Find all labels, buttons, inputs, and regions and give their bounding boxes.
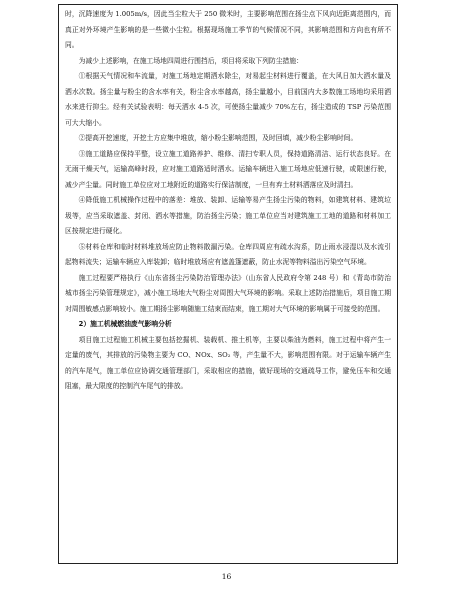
paragraph-measure-1-watering: ①根据天气情况和车流量，对施工场地定期洒水除尘，对易起尘材料进行覆盖，在大风日加大洒水量及洒水次数。扬尘量与粉尘的含水率有关，粉尘含水率越高，扬尘量越小，目前国内大多数施工场地均采用洒水来进行抑尘。经有关试验表明：每天洒水 4-5 次，可使扬尘量减少 70%左右，扬尘造成的 TSP 污染范围可大大缩小。 (65, 72, 391, 127)
paragraph-measures-intro: 为减少上述影响，在施工场地四周进行围挡后，项目将采取下列防尘措施： (78, 56, 303, 65)
document-frame (58, 4, 398, 564)
paragraph-continuation: 时，沉降速度为 1.005m/s，因此当尘粒大于 250 微米时，主要影响范围在扬尘点下风向近距离范围内，而真正对外环境产生影响的是一些微小尘粒。根据现场施工季节的气候情况不同，其影响范围和方向也有所不同。 (65, 10, 391, 49)
section-heading-machinery-exhaust: 2）施工机械燃油废气影响分析 (78, 320, 172, 328)
paragraph-measure-2-excavation: ②提高开挖速度，开挖土方应集中堆放，缩小粉尘影响范围，及时回填，减少粉尘影响时间。 (78, 134, 358, 142)
document-body (59, 5, 397, 395)
paragraph-measure-3-roads: ③施工道路应保持平整，设立施工道路养护、维修、清扫专职人员，保持道路清洁、运行状态良好。在无雨干燥天气，运输高峰时段，应对施工道路适时洒水。运输车辆进入施工场地应低速行驶，或限速行驶，减少产尘量。同时施工单位应对工地附近的道路实行保洁制度，一旦有弃土材料洒落应及时清扫。 (65, 149, 391, 189)
paragraph-measure-4-drop-height: ④降低施工机械操作过程中的落差：堆放、装卸、运输等易产生扬尘污染的物料，如建筑材料、建筑垃圾等，应当采取遮盖、封闭、洒水等措施，防治扬尘污染；施工单位应当对建筑施工工地的道路和材料加工区按规定进行硬化。 (65, 196, 391, 235)
paragraph-machinery-exhaust: 项目施工过程施工机械主要包括挖掘机、装载机、推土机等，主要以柴油为燃料，施工过程中将产生一定量的废气，其排放的污染物主要为 CO、NOx、SO₂ 等，产生量不大，影响范围有限。对于运输车辆产生的汽车尾气，施工单位应协调交通管理部门，采取相应的措施，做好现场的交通疏导工作，避免压车和交通阻塞，最大限度的控制汽车尾气的排放。 (65, 335, 391, 390)
paragraph-measure-5-storage: ⑤材料仓库和临时材料堆放场应防止物料散漏污染。仓库四周应有疏水沟系，防止雨水浸湿以及水流引起物料流失；运输车辆应入库装卸；临时堆放场应有遮盖篷遮蔽，防止水泥等物料溢出污染空气环境。 (65, 242, 391, 266)
page-number: 16 (221, 572, 232, 581)
paragraph-regulations: 施工过程要严格执行《山东省扬尘污染防治管理办法》（山东省人民政府令第 248 号）和《青岛市防治城市扬尘污染管理规定》，减小施工场地大气粉尘对周围大气环境的影响。采取上述防治措施后，项目施工期对周围敏感点影响较小。施工期扬尘影响随施工结束而结束，施工期对大气环境的影响属于可接受的范围。 (65, 273, 391, 313)
